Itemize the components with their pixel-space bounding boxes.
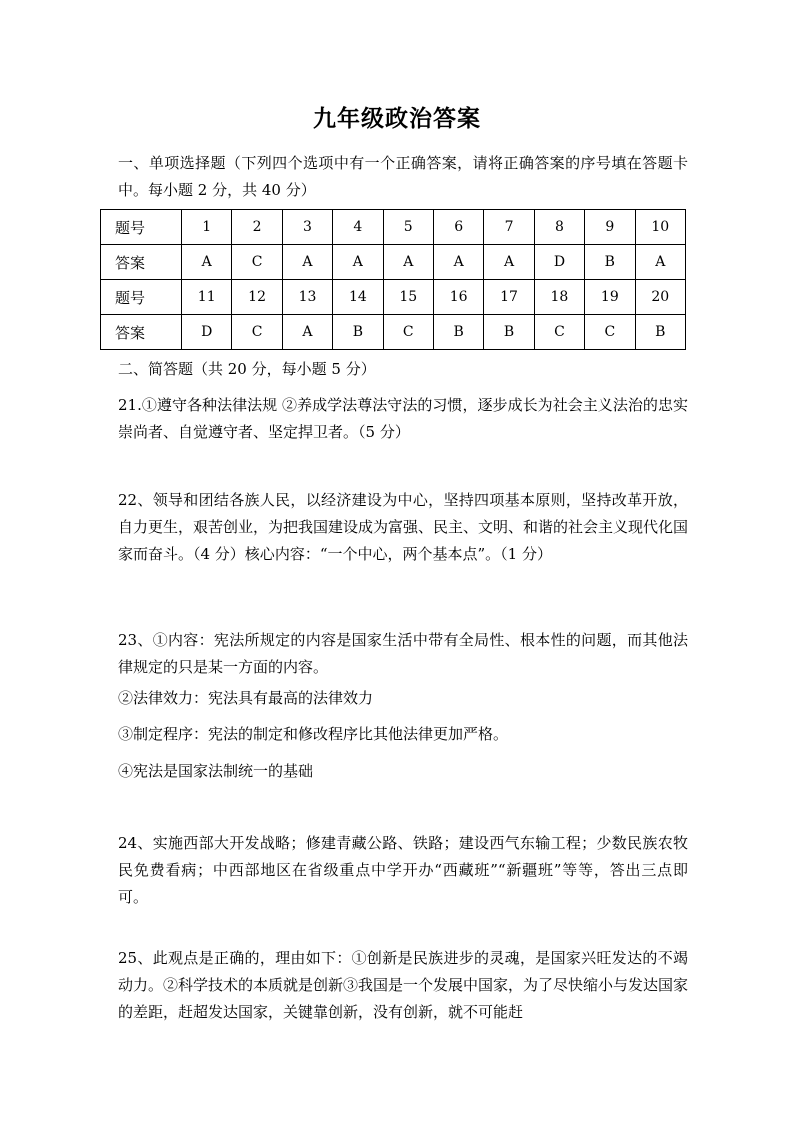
answer-letter-cell: A bbox=[333, 245, 383, 280]
answer-23-content: 23、①内容：宪法所规定的内容是国家生活中带有全局性、根本性的问题，而其他法律规定的只是某一方面的内容。 bbox=[118, 631, 688, 676]
answer-letter-cell: B bbox=[433, 315, 483, 350]
question-number-cell: 8 bbox=[534, 210, 584, 245]
row-label-number: 题号 bbox=[101, 280, 182, 315]
answer-letter-cell: C bbox=[232, 245, 282, 280]
answer-letter-cell: A bbox=[182, 245, 232, 280]
answer-letter-cell: C bbox=[383, 315, 433, 350]
question-number-cell: 14 bbox=[333, 280, 383, 315]
question-number-cell: 17 bbox=[484, 280, 534, 315]
question-number-cell: 2 bbox=[232, 210, 282, 245]
question-number-cell: 12 bbox=[232, 280, 282, 315]
answer-23-foundation: ④宪法是国家法制统一的基础 bbox=[118, 762, 314, 780]
answer-letter-cell: A bbox=[383, 245, 433, 280]
question-number-cell: 13 bbox=[282, 280, 332, 315]
table-row-answers bbox=[101, 245, 686, 280]
table-row-answers bbox=[101, 315, 686, 350]
answer-table bbox=[100, 209, 686, 350]
row-label-number: 题号 bbox=[101, 210, 182, 245]
question-number-cell: 16 bbox=[433, 280, 483, 315]
question-number-cell: 4 bbox=[333, 210, 383, 245]
question-number-cell: 10 bbox=[635, 210, 685, 245]
answer-letter-cell: A bbox=[484, 245, 534, 280]
row-label-answer: 答案 bbox=[101, 245, 182, 280]
answer-letter-cell: A bbox=[282, 245, 332, 280]
table-row-numbers bbox=[101, 280, 686, 315]
question-number-cell: 6 bbox=[433, 210, 483, 245]
question-number-cell: 15 bbox=[383, 280, 433, 315]
answer-letter-cell: B bbox=[333, 315, 383, 350]
question-number-cell: 11 bbox=[182, 280, 232, 315]
answer-letter-cell: C bbox=[232, 315, 282, 350]
answer-letter-cell: A bbox=[433, 245, 483, 280]
page-title: 九年级政治答案 bbox=[313, 105, 481, 132]
answer-letter-cell: C bbox=[585, 315, 635, 350]
question-number-cell: 20 bbox=[635, 280, 685, 315]
answer-letter-cell: B bbox=[585, 245, 635, 280]
answer-23-procedure: ③制定程序：宪法的制定和修改程序比其他法律更加严格。 bbox=[118, 725, 509, 743]
question-number-cell: 5 bbox=[383, 210, 433, 245]
question-number-cell: 3 bbox=[282, 210, 332, 245]
answer-21: 21.①遵守各种法律法规 ②养成学法尊法守法的习惯，逐步成长为社会主义法治的忠实崇尚者、自觉遵守者、坚定捍卫者。（5 分） bbox=[118, 396, 688, 441]
answer-23-effect: ②法律效力：宪法具有最高的法律效力 bbox=[118, 689, 374, 707]
question-number-cell: 18 bbox=[534, 280, 584, 315]
table-row-numbers bbox=[101, 210, 686, 245]
section2-heading: 二、简答题（共 20 分，每小题 5 分） bbox=[118, 360, 376, 378]
answer-letter-cell: A bbox=[282, 315, 332, 350]
answer-letter-cell: B bbox=[484, 315, 534, 350]
answer-24: 24、实施西部大开发战略；修建青藏公路、铁路；建设西气东输工程；少数民族农牧民免费看病；中西部地区在省级重点中学开办“西藏班”“新疆班”等等，答出三点即可。 bbox=[118, 834, 688, 906]
answer-25: 25、此观点是正确的，理由如下：①创新是民族进步的灵魂，是国家兴旺发达的不竭动力。②科学技术的本质就是创新③我国是一个发展中国家，为了尽快缩小与发达国家的差距，赶超发达国家，关键靠创新，没有创新，就不可能赶 bbox=[118, 949, 689, 1021]
row-label-answer: 答案 bbox=[101, 315, 182, 350]
question-number-cell: 19 bbox=[585, 280, 635, 315]
answer-letter-cell: D bbox=[534, 245, 584, 280]
question-number-cell: 9 bbox=[585, 210, 635, 245]
question-number-cell: 7 bbox=[484, 210, 534, 245]
question-number-cell: 1 bbox=[182, 210, 232, 245]
section1-heading: 一、单项选择题（下列四个选项中有一个正确答案，请将正确答案的序号填在答题卡中。每小题 2 分，共 40 分） bbox=[118, 154, 688, 199]
answer-letter-cell: A bbox=[635, 245, 685, 280]
answer-letter-cell: B bbox=[635, 315, 685, 350]
answer-letter-cell: C bbox=[534, 315, 584, 350]
answer-22: 22、领导和团结各族人民，以经济建设为中心，坚持四项基本原则，坚持改革开放，自力更生，艰苦创业，为把我国建设成为富强、民主、文明、和谐的社会主义现代化国家而奋斗。（4 分）核心内容：“一个中心，两个基本点”。（1 分） bbox=[118, 491, 689, 563]
answer-letter-cell: D bbox=[182, 315, 232, 350]
